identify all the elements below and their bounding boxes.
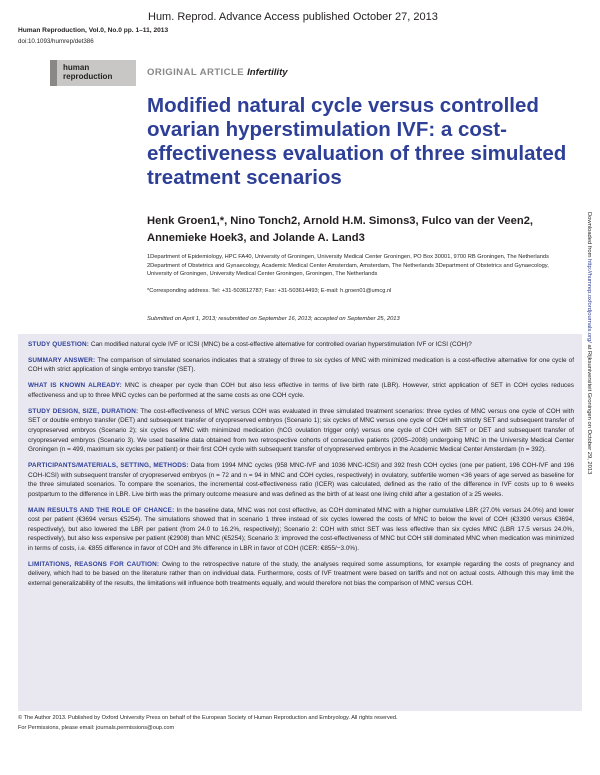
section-heading: SUMMARY ANSWER: [28,356,96,364]
section-text: MNC is cheaper per cycle than COH but also less effective in terms of live birth rate (LBR). However, strict application of SET in COH cycles reduces effectiveness and up to three MNC cycles can be performed at the same costs as one COH cycle. [28,382,574,399]
section-heading: WHAT IS KNOWN ALREADY: [28,382,122,390]
affiliations: 1Department of Epidemiology, HPC FA40, University of Groningen, University Medical Center Groningen, PO Box 30001, 9700 RB Groningen, The Netherlands 2Department of Obstetrics and Gynaecology, Academic Medical Center Amsterdam, Amsterdam, The Netherlands 3Department of Obstetrics and Gynaecology, University of Groningen, University Medical Center Groningen, Groningen, The Netherlands [147,254,549,278]
copyright-notice: © The Author 2013. Published by Oxford University Press on behalf of the European Society of Human Reproduction and Embryology. All rights reserved. [18,715,398,721]
download-side-note [586,212,592,474]
section-heading: STUDY QUESTION: [28,341,90,348]
abstract-section [28,356,574,375]
side-note-link[interactable]: http://humrep.oxfordjournals.org/ [586,259,592,343]
abstract-section [28,461,574,499]
author-line-2: Annemieke Hoek3, and Jolande A. Land3 [147,231,365,244]
logo-line-1: human [63,63,90,72]
journal-logo [50,60,136,86]
side-note-suffix: at Rijksuniversiteit Groningen on October 29, 2013 [586,344,592,475]
section-text: Owing to the retrospective nature of the study, the analyses required some assumptions, for example regarding the costs of pregnancy and delivery, which had to be based on the literature rather than on individual data. Furthermore, costs of IVF treatment were based on tariffs and not on actual costs. Although this may limit the external generalizability of the results, the limitations will influence both treatments equally, and would therefore not bias the comparison of MNC versus COH. [28,560,574,587]
logo-stripe [50,60,57,86]
section-heading: LIMITATIONS, REASONS FOR CAUTION: [28,560,160,568]
abstract-section [28,340,574,350]
article-category [147,67,288,78]
permissions-notice: For Permissions, please email: journals.permissions@oup.com [18,725,175,731]
corresponding-address: *Corresponding address. Tel: +31-503612787; Fax: +31-503614493; E-mail: h.groen01@umcg.nl [147,288,392,294]
abstract-section [28,381,574,400]
category-label: ORIGINAL ARTICLE [147,67,245,78]
section-heading: STUDY DESIGN, SIZE, DURATION: [28,407,139,415]
advance-access-line: Hum. Reprod. Advance Access published October 27, 2013 [148,11,438,23]
section-heading: PARTICIPANTS/MATERIALS, SETTING, METHODS: [28,462,189,470]
section-text: Data from 1994 MNC cycles (958 MNC-IVF and 1036 MNC-ICSI) and 392 fresh COH cycles (one per patient, 196 COH-IVF and 196 COH-ICSI) with subsequent transfer of cryopreserved embryos (n = 72 and n = 94 in MNC and COH cycles, respectively) in ovulatory, subfertile women <36 years of age served as baseline for the three simulated scenarios. To compare the scenarios, the incremental cost-effectiveness ratio (ICER) was calculated, defined as the ratio of the difference in IVF costs up to 6 weeks postpartum to the difference in LBR. Live birth was the primary outcome measure and was defined as the birth of at least one living child after a gestation of ≥ 25 weeks. [28,462,574,498]
author-line-1: Henk Groen1,*, Nino Tonch2, Arnold H.M. Simons3, Fulco van der Veen2, [147,215,534,227]
category-subject: Infertility [247,67,288,78]
doi-link[interactable]: doi:10.1093/humrep/det386 [18,38,94,45]
author-list [147,213,577,246]
section-text: In the baseline data, MNC was not cost effective, as COH dominated MNC with a higher cumulative LBR (27.0% versus 24.0%) and lower cost per patient (€3694 versus €5254). The simulations showed that in scenario 1 three instead of six cycles lowered the costs of MNC to below the level of COH (€3390 versus €3694, respectively), but also lowered the LBR per patient (from 24.0 to 16.2%, respectively); Scenario 2: COH with strict SET was less effective than six cycles MNC (LBR 17.5 versus 24.0%, respectively), but also less expensive per patient (€2908) than MNC (€5254); Scenario 3: improved the cost-effectiveness of MNC but COH still dominated MNC when medication was minimized in terms of costs, i.e. €855 difference in favor of COH and 3% difference in LBR in favor of COH (ICER: €855/−3.0%). [28,506,574,552]
section-text: Can modified natural cycle IVF or ICSI (MNC) be a cost-effective alternative for controlled ovarian hyperstimulation IVF or ICSI (COH)? [90,341,472,348]
structured-abstract [28,340,574,591]
journal-citation: Human Reproduction, Vol.0, No.0 pp. 1–11, 2013 [18,27,169,34]
abstract-section [28,506,574,554]
abstract-section [28,407,574,455]
section-text: The cost-effectiveness of MNC versus COH was evaluated in three simulated treatment scenarios: three cycles of MNC versus one cycle of COH with SET or double embryo transfer (DET) and subsequent transfer of cryopreserved embryos (Scenario 1); six cycles of MNC versus one cycle of COH with strictly SET and subsequent transfer of cryopreserved embryos (Scenario 2); six cycles of MNC with minimized medication (hCG ovulation trigger only) versus one cycle of COH with SET or DET and subsequent transfer of cryopreserved embryos (Scenario 3). We used baseline data obtained from two retrospective cohorts of consecutive patients (2005–2008) undergoing MNC in the University Medical Center Groningen (n = 499, maximum six cycles per patient) or their first COH cycle with subsequent transfer of cryopreserved embryos in the Academic Medical Center Amsterdam (n = 392). [28,407,574,454]
section-heading: MAIN RESULTS AND THE ROLE OF CHANCE: [28,506,175,514]
section-text: The comparison of simulated scenarios indicates that a strategy of three to six cycles of MNC with minimized medication is a cost-effective alternative for one cycle of COH with strict application of single embryo transfer (SET). [28,356,575,374]
article-title: Modified natural cycle versus controlled ovarian hyperstimulation IVF: a cost-effectiveness evaluation of three simulated treatment scenarios [147,94,567,189]
submission-dates: Submitted on April 1, 2013; resubmitted on September 16, 2013; accepted on September 25, 2013 [147,316,400,322]
abstract-section [28,560,574,589]
logo-line-2: reproduction [63,72,113,81]
side-note-prefix: Downloaded from [586,212,592,258]
